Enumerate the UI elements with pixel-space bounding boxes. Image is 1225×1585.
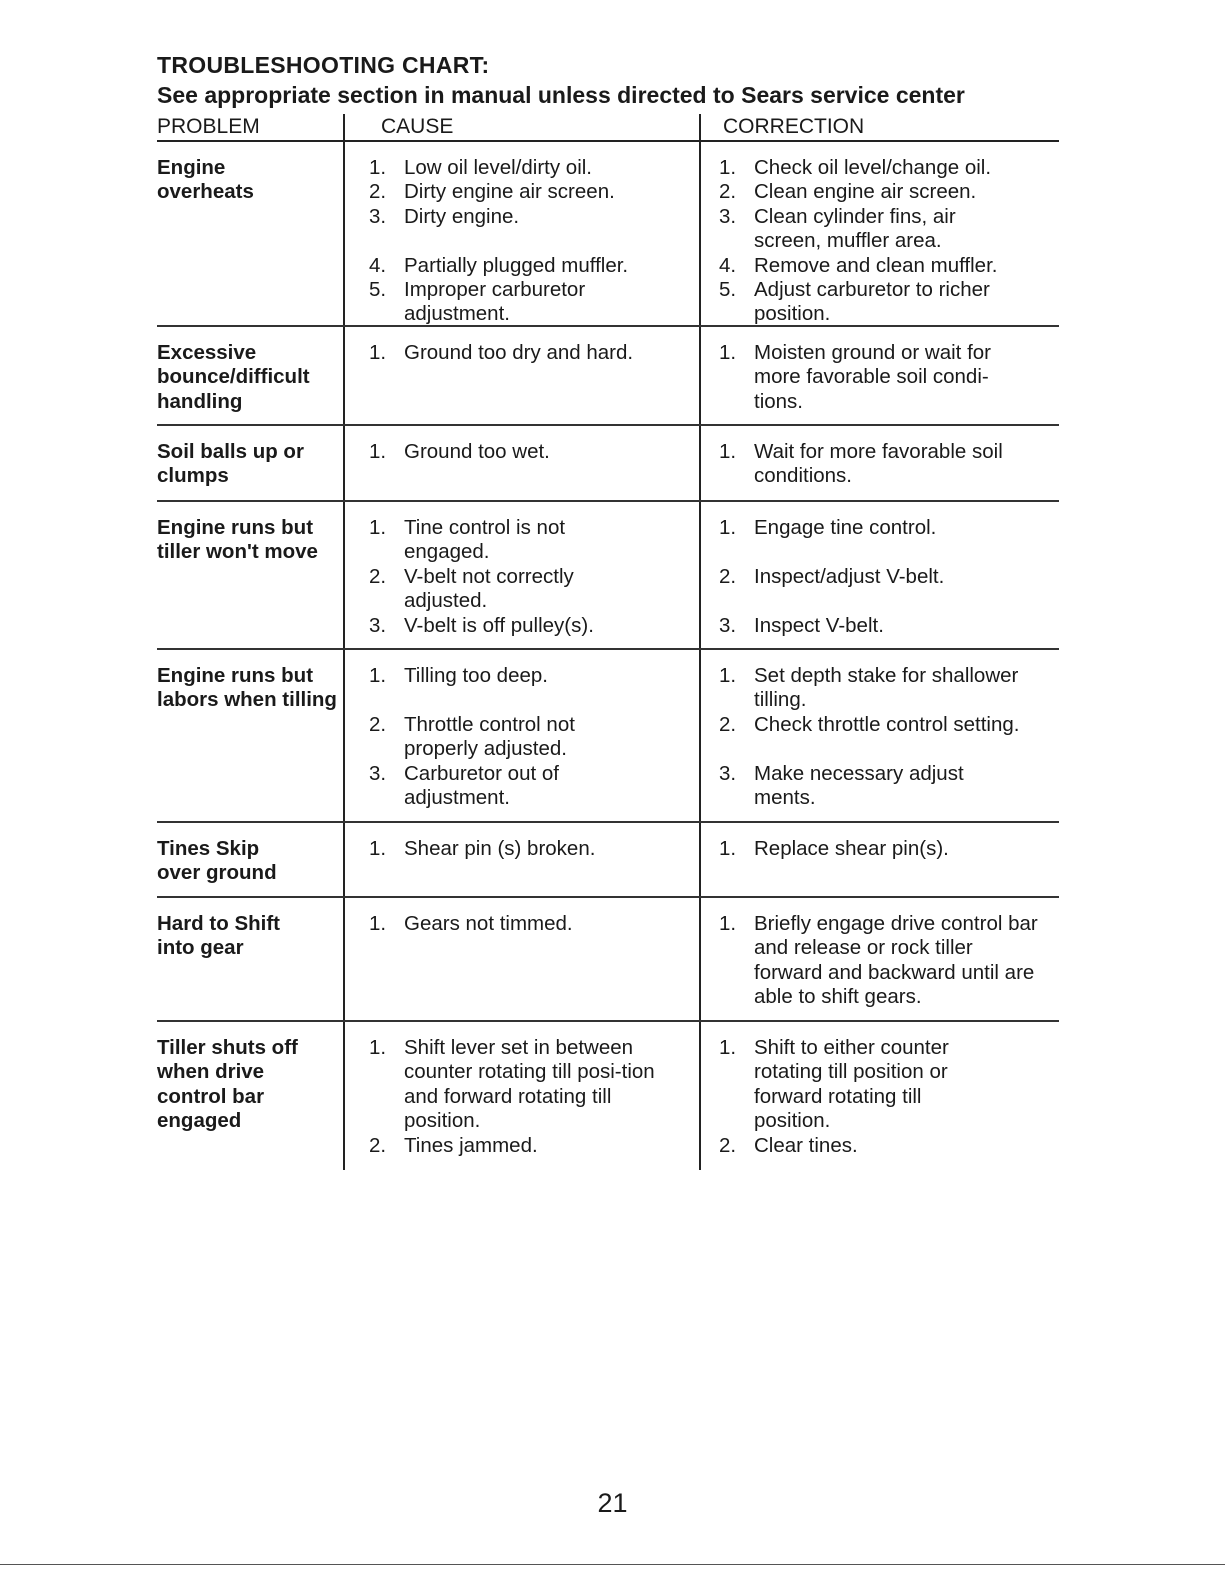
problem-cell: Hard to Shift into gear	[157, 912, 280, 960]
cause-cell	[343, 426, 699, 500]
list-item: 5. Improper carburetor adjustment.	[369, 278, 586, 326]
cause-cell	[343, 898, 699, 1020]
list-item: 2. Throttle control not properly adjusted.	[369, 712, 575, 761]
correction-cell	[699, 327, 1059, 424]
list-item: 3. V-belt is off pulley(s).	[369, 613, 594, 637]
cause-cell	[343, 823, 699, 896]
cause-cell	[343, 650, 699, 821]
list-item: 5. Adjust carburetor to richer position.	[719, 278, 990, 326]
table-row	[157, 650, 1059, 823]
list-item: 1. Replace shear pin(s).	[719, 837, 949, 860]
list-item: 1. Engage tine control.	[719, 516, 937, 539]
cause-cell	[343, 502, 699, 648]
problem-cell: Soil balls up or clumps	[157, 440, 304, 488]
list-item: 1. Set depth stake for shallower tilling.	[719, 664, 1019, 712]
list-item: 2. Check throttle control setting.	[719, 712, 1020, 736]
correction-cell	[699, 142, 1059, 325]
problem-cell: Engine runs but labors when tilling	[157, 664, 337, 712]
list-item: 3. Inspect V-belt.	[719, 613, 884, 637]
correction-cell	[699, 823, 1059, 896]
cause-cell	[343, 1022, 699, 1170]
problem-cell: Tiller shuts off when drive control bar engaged	[157, 1036, 298, 1133]
correction-cell	[699, 502, 1059, 648]
header-cause: CAUSE	[343, 114, 699, 140]
problem-cell: Engine overheats	[157, 156, 254, 204]
list-item: 1. Moisten ground or wait for more favorable soil condi-tions.	[719, 341, 992, 413]
list-item: 1. Tine control is not engaged.	[369, 516, 566, 564]
list-item: 3. Carburetor out of adjustment.	[369, 761, 559, 810]
list-item: 1. Check oil level/change oil.	[719, 156, 992, 179]
list-item: 1. Ground too dry and hard.	[369, 341, 634, 364]
list-item: 1. Shift to either counter rotating till position or forward rotating till position.	[719, 1036, 949, 1133]
table-row	[157, 1022, 1059, 1170]
list-item: 3. Clean cylinder fins, air screen, muffler area.	[719, 204, 956, 253]
page-subtitle: See appropriate section in manual unless directed to Sears service center	[157, 82, 965, 108]
cause-cell	[343, 142, 699, 325]
cause-cell	[343, 327, 699, 424]
list-item: 1. Shear pin (s) broken.	[369, 837, 596, 860]
list-item: 4. Partially plugged muffler.	[369, 253, 629, 277]
correction-cell	[699, 426, 1059, 500]
table-row	[157, 502, 1059, 650]
table-row	[157, 823, 1059, 898]
list-item: 2. Dirty engine air screen.	[369, 180, 615, 204]
table-row	[157, 327, 1059, 426]
list-item: 1. Tilling too deep.	[369, 664, 548, 687]
table-row	[157, 142, 1059, 327]
page-title: TROUBLESHOOTING CHART:	[157, 52, 490, 78]
list-item: 2. Tines jammed.	[369, 1133, 538, 1157]
list-item: 1. Briefly engage drive control bar and release or rock tiller forward and backward until are able to shift gears.	[719, 912, 1038, 1009]
header-problem: PROBLEM	[157, 115, 260, 138]
list-item: 1. Gears not timmed.	[369, 912, 573, 935]
problem-cell: Engine runs but tiller won't move	[157, 516, 318, 564]
list-item: 2. V-belt not correctly adjusted.	[369, 564, 574, 613]
list-item: 2. Clean engine air screen.	[719, 180, 977, 204]
page-bottom-rule	[0, 1564, 1225, 1565]
list-item: 1. Ground too wet.	[369, 440, 550, 463]
header-correction: CORRECTION	[699, 114, 1059, 140]
list-item: 3. Dirty engine.	[369, 204, 520, 228]
troubleshooting-page	[157, 52, 1059, 1170]
table-row	[157, 898, 1059, 1022]
problem-cell: Tines Skip over ground	[157, 837, 277, 885]
list-item: 1. Wait for more favorable soil conditions.	[719, 440, 1003, 488]
list-item: 3. Make necessary adjust ments.	[719, 761, 964, 810]
table-header	[157, 114, 1059, 142]
correction-cell	[699, 1022, 1059, 1170]
list-item: 1. Shift lever set in between counter rotating till posi-tion and forward rotating till position.	[369, 1036, 655, 1133]
list-item: 1. Low oil level/dirty oil.	[369, 156, 592, 179]
correction-cell	[699, 898, 1059, 1020]
list-item: 2. Clear tines.	[719, 1133, 858, 1157]
list-item: 2. Inspect/adjust V-belt.	[719, 564, 945, 588]
table-row	[157, 426, 1059, 502]
correction-cell	[699, 650, 1059, 821]
list-item: 4. Remove and clean muffler.	[719, 253, 998, 277]
page-number: 21	[597, 1488, 628, 1518]
problem-cell: Excessive bounce/difficult handling	[157, 341, 310, 413]
